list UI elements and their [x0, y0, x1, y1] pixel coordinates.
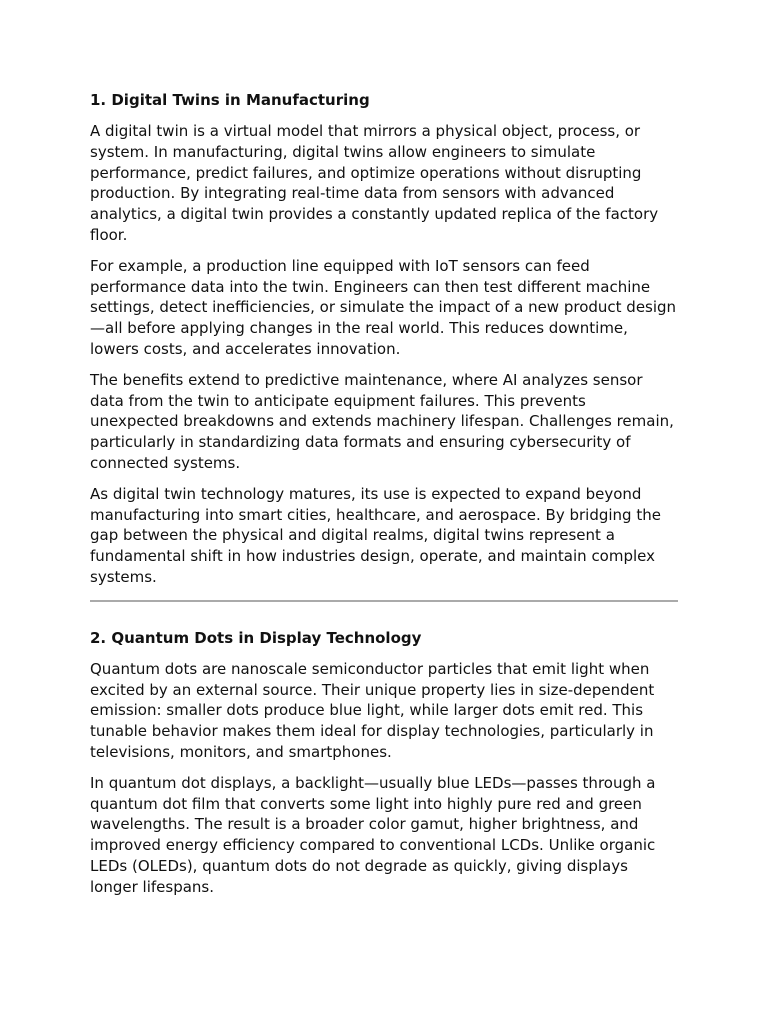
section-digital-twins	[90, 90, 678, 588]
section-quantum-dots	[90, 628, 678, 898]
paragraph: Quantum dots are nanoscale semiconductor particles that emit light when excited by an external source. Their unique property lies in size-dependent emission: smaller dots produce blue light, while larger dots emit red. This tunable behavior makes them ideal for display technologies, particularly in televisions, monitors, and smartphones.	[90, 659, 655, 761]
paragraph: For example, a production line equipped with IoT sensors can feed performance data into the twin. Engineers can then test different machine settings, detect inefficiencies, or simulate the impact of a new product design—all before applying changes in the real world. This reduces downtime, lowers costs, and accelerates innovation.	[90, 256, 677, 358]
section-divider	[90, 600, 678, 602]
paragraph: As digital twin technology matures, its use is expected to expand beyond manufacturing into smart cities, healthcare, and aerospace. By bridging the gap between the physical and digital realms, digital twins represent a fundamental shift in how industries design, operate, and maintain complex systems.	[90, 484, 661, 586]
paragraph: In quantum dot displays, a backlight—usually blue LEDs—passes through a quantum dot film that converts some light into highly pure red and green wavelengths. The result is a broader color gamut, higher brightness, and improved energy efficiency compared to conventional LCDs. Unlike organic LEDs (OLEDs), quantum dots do not degrade as quickly, giving displays longer lifespans.	[90, 773, 656, 896]
document-page	[90, 90, 678, 908]
section-title: 1. Digital Twins in Manufacturing	[90, 91, 370, 109]
paragraph: The benefits extend to predictive maintenance, where AI analyzes sensor data from the twin to anticipate equipment failures. This prevents unexpected breakdowns and extends machinery lifespan. Challenges remain, particularly in standardizing data formats and ensuring cybersecurity of connected systems.	[90, 370, 674, 472]
section-title: 2. Quantum Dots in Display Technology	[90, 628, 422, 647]
paragraph: A digital twin is a virtual model that mirrors a physical object, process, or system. In manufacturing, digital twins allow engineers to simulate performance, predict failures, and optimize operations without disrupting production. By integrating real-time data from sensors with advanced analytics, a digital twin provides a constantly updated replica of the factory floor.	[90, 122, 659, 244]
